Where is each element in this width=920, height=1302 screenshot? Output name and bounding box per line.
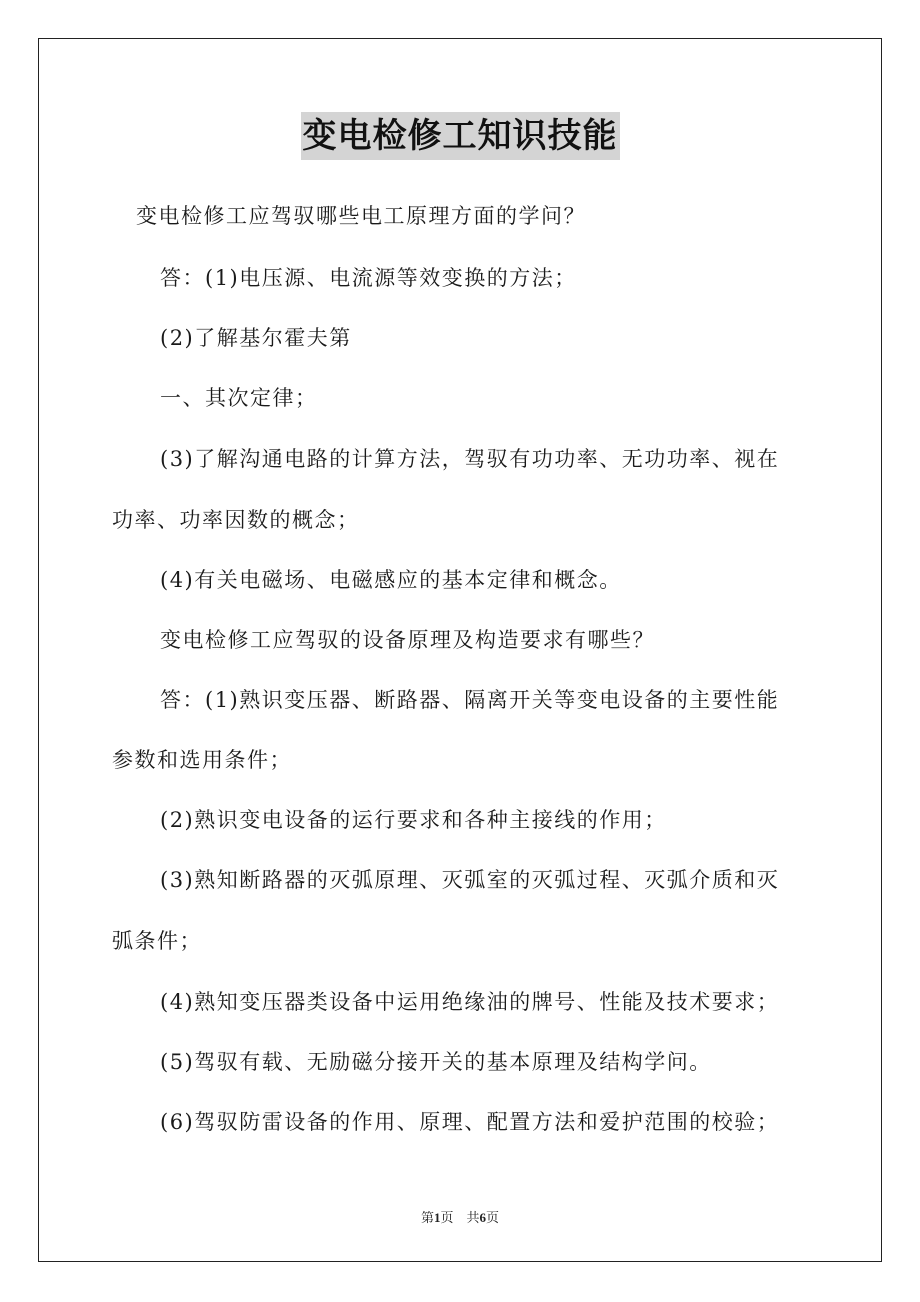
paragraph: (3)了解沟通电路的计算方法，驾驭有功功率、无功功率、视在 <box>160 447 780 471</box>
page-suffix: 页 <box>440 1210 454 1225</box>
paragraph: 变电检修工应驾驭的设备原理及构造要求有哪些？ <box>160 628 655 652</box>
total-suffix: 页 <box>486 1210 500 1225</box>
page-prefix: 第 <box>420 1210 434 1225</box>
paragraph: 弧条件； <box>112 929 202 953</box>
paragraph: 一、其次定律； <box>160 386 318 410</box>
page-current: 1 <box>433 1210 441 1225</box>
paragraph: 参数和选用条件； <box>112 748 292 772</box>
document-title: 变电检修工知识技能 <box>301 112 620 160</box>
title-container <box>0 112 920 160</box>
paragraph: 答：(1)电压源、电流源等效变换的方法； <box>160 266 577 290</box>
paragraph: (6)驾驭防雷设备的作用、原理、配置方法和爱护范围的校验； <box>160 1110 780 1134</box>
paragraph: 变电检修工应驾驭哪些电工原理方面的学问？ <box>136 204 586 228</box>
paragraph: (5)驾驭有载、无励磁分接开关的基本原理及结构学问。 <box>160 1050 712 1074</box>
paragraph: (2)了解基尔霍夫第 <box>160 326 352 350</box>
paragraph: (4)有关电磁场、电磁感应的基本定律和概念。 <box>160 568 622 592</box>
paragraph: 答：(1)熟识变压器、断路器、隔离开关等变电设备的主要性能 <box>160 688 780 712</box>
paragraph: (2)熟识变电设备的运行要求和各种主接线的作用； <box>160 808 667 832</box>
total-prefix: 共 <box>466 1210 480 1225</box>
page-total: 6 <box>479 1210 487 1225</box>
paragraph: 功率、功率因数的概念； <box>112 508 360 532</box>
page-footer <box>0 1207 920 1226</box>
paragraph: (3)熟知断路器的灭弧原理、灭弧室的灭弧过程、灭弧介质和灭 <box>160 868 780 892</box>
paragraph: (4)熟知变压器类设备中运用绝缘油的牌号、性能及技术要求； <box>160 990 780 1014</box>
